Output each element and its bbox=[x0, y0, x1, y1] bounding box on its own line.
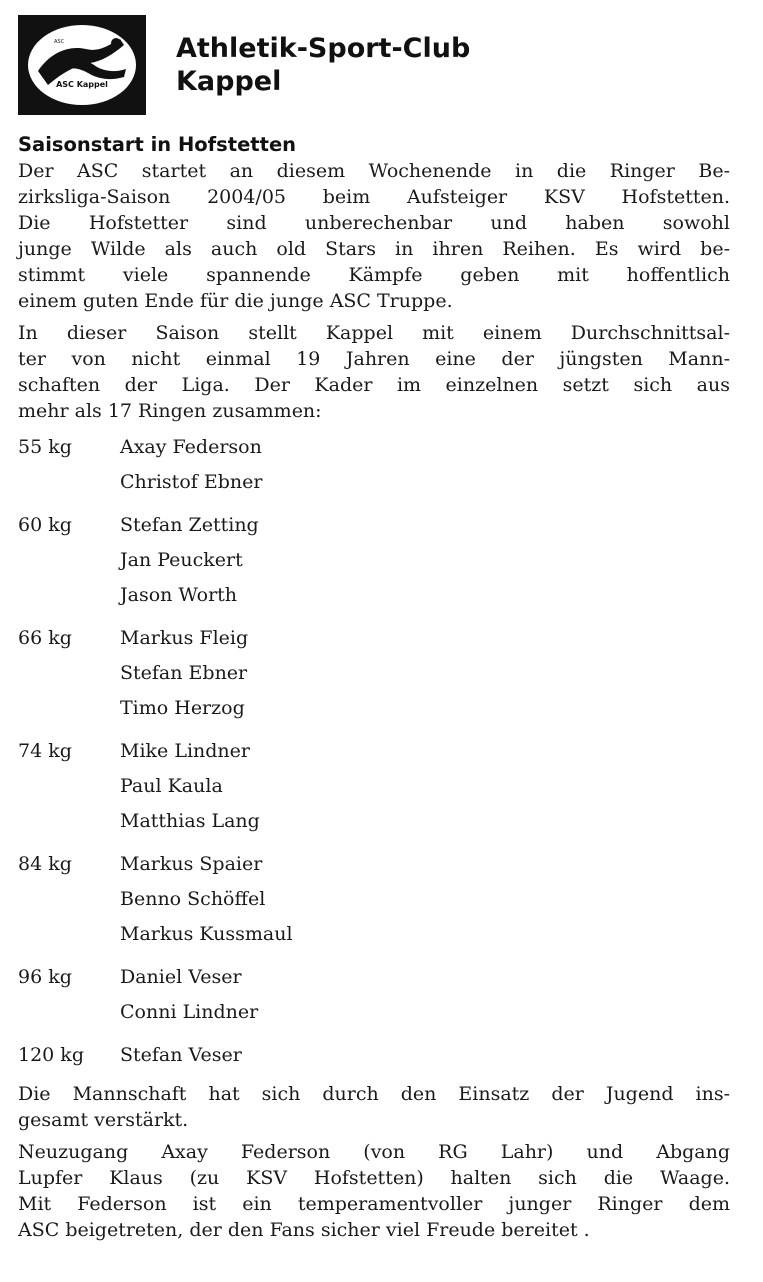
roster-group bbox=[18, 621, 730, 726]
article-header bbox=[18, 14, 730, 116]
roster-group bbox=[18, 847, 730, 952]
wrestler-name: Stefan Zetting bbox=[120, 514, 259, 536]
weight-class: 120 kg bbox=[18, 1044, 84, 1066]
weight-class: 84 kg bbox=[18, 853, 72, 875]
wrestler-names bbox=[120, 960, 258, 1030]
wrestler-name: Daniel Veser bbox=[120, 966, 242, 988]
text-line: Der ASC startet an diesem Wochenende in die Ringer Be- bbox=[18, 160, 730, 182]
club-logo bbox=[18, 15, 146, 115]
wrestler-names bbox=[120, 508, 259, 613]
text-line: junge Wilde als auch old Stars in ihren Reihen. Es wird be- bbox=[18, 238, 730, 260]
wrestler-names bbox=[120, 621, 248, 726]
weight-class: 60 kg bbox=[18, 514, 72, 536]
club-name-line1: Athletik-Sport-Club bbox=[176, 33, 471, 64]
wrestler-name: Paul Kaula bbox=[120, 775, 223, 797]
wrestler-name: Markus Kussmaul bbox=[120, 923, 293, 945]
text-line: Die Hofstetter sind unberechenbar und haben sowohl bbox=[18, 212, 730, 234]
wrestler-names bbox=[120, 847, 293, 952]
wrestler-name: Conni Lindner bbox=[120, 1001, 259, 1023]
text-line: mehr als 17 Ringen zusammen: bbox=[18, 400, 322, 422]
club-name bbox=[176, 32, 470, 98]
wrestler-name: Stefan Ebner bbox=[120, 662, 248, 684]
wrestler-name: Mike Lindner bbox=[120, 740, 250, 762]
paragraph-transfers bbox=[18, 1139, 730, 1243]
text-line: Die Mannschaft hat sich durch den Einsatz der Jugend ins- bbox=[18, 1083, 730, 1105]
roster-list bbox=[18, 430, 730, 1073]
weight-class: 96 kg bbox=[18, 966, 72, 988]
roster-group bbox=[18, 734, 730, 839]
text-line: ter von nicht einmal 19 Jahren eine der jüngsten Mann- bbox=[18, 348, 730, 370]
text-line: Lupfer Klaus (zu KSV Hofstetten) halten sich die Waage. bbox=[18, 1167, 730, 1189]
wrestler-names bbox=[120, 734, 260, 839]
roster-group bbox=[18, 1038, 730, 1073]
wrestler-name: Timo Herzog bbox=[120, 697, 245, 719]
logo-bottom-text: ASC Kappel bbox=[56, 80, 108, 89]
wrestler-name: Axay Federson bbox=[120, 436, 262, 458]
logo-top-text: ASC bbox=[54, 39, 65, 45]
text-line: ASC beigetreten, der den Fans sicher viel Freude bereitet . bbox=[18, 1219, 590, 1241]
paragraph-squad bbox=[18, 320, 730, 424]
weight-class: 55 kg bbox=[18, 436, 72, 458]
wrestler-name: Markus Spaier bbox=[120, 853, 263, 875]
text-line: Mit Federson ist ein temperamentvoller junger Ringer dem bbox=[18, 1193, 730, 1215]
text-line: einem guten Ende für die junge ASC Truppe. bbox=[18, 290, 453, 312]
text-line: Neuzugang Axay Federson (von RG Lahr) und Abgang bbox=[18, 1141, 730, 1163]
wrestler-name: Benno Schöffel bbox=[120, 888, 266, 910]
roster-group bbox=[18, 960, 730, 1030]
wrestler-names bbox=[120, 430, 262, 500]
paragraph-team bbox=[18, 1081, 730, 1133]
wrestler-name: Christof Ebner bbox=[120, 471, 263, 493]
text-line: gesamt verstärkt. bbox=[18, 1109, 189, 1131]
wrestler-names bbox=[120, 1038, 242, 1073]
wrestlers-icon bbox=[28, 25, 136, 105]
weight-class: 74 kg bbox=[18, 740, 72, 762]
roster-group bbox=[18, 508, 730, 613]
club-name-line2: Kappel bbox=[176, 66, 282, 97]
logo-emblem bbox=[28, 25, 136, 105]
wrestler-name: Markus Fleig bbox=[120, 627, 249, 649]
wrestler-name: Jason Worth bbox=[120, 584, 238, 606]
roster-group bbox=[18, 430, 730, 500]
wrestler-name: Matthias Lang bbox=[120, 810, 260, 832]
article bbox=[18, 14, 730, 1243]
text-line: zirksliga-Saison 2004/05 beim Aufsteiger KSV Hofstetten. bbox=[18, 186, 730, 208]
wrestler-name: Jan Peuckert bbox=[120, 549, 243, 571]
text-line: schaften der Liga. Der Kader im einzelnen setzt sich aus bbox=[18, 374, 730, 396]
paragraph-intro bbox=[18, 158, 730, 314]
article-headline: Saisonstart in Hofstetten bbox=[18, 133, 297, 156]
wrestler-name: Stefan Veser bbox=[120, 1044, 242, 1066]
weight-class: 66 kg bbox=[18, 627, 72, 649]
text-line: stimmt viele spannende Kämpfe geben mit hoffentlich bbox=[18, 264, 730, 286]
text-line: In dieser Saison stellt Kappel mit einem Durchschnittsal- bbox=[18, 322, 730, 344]
